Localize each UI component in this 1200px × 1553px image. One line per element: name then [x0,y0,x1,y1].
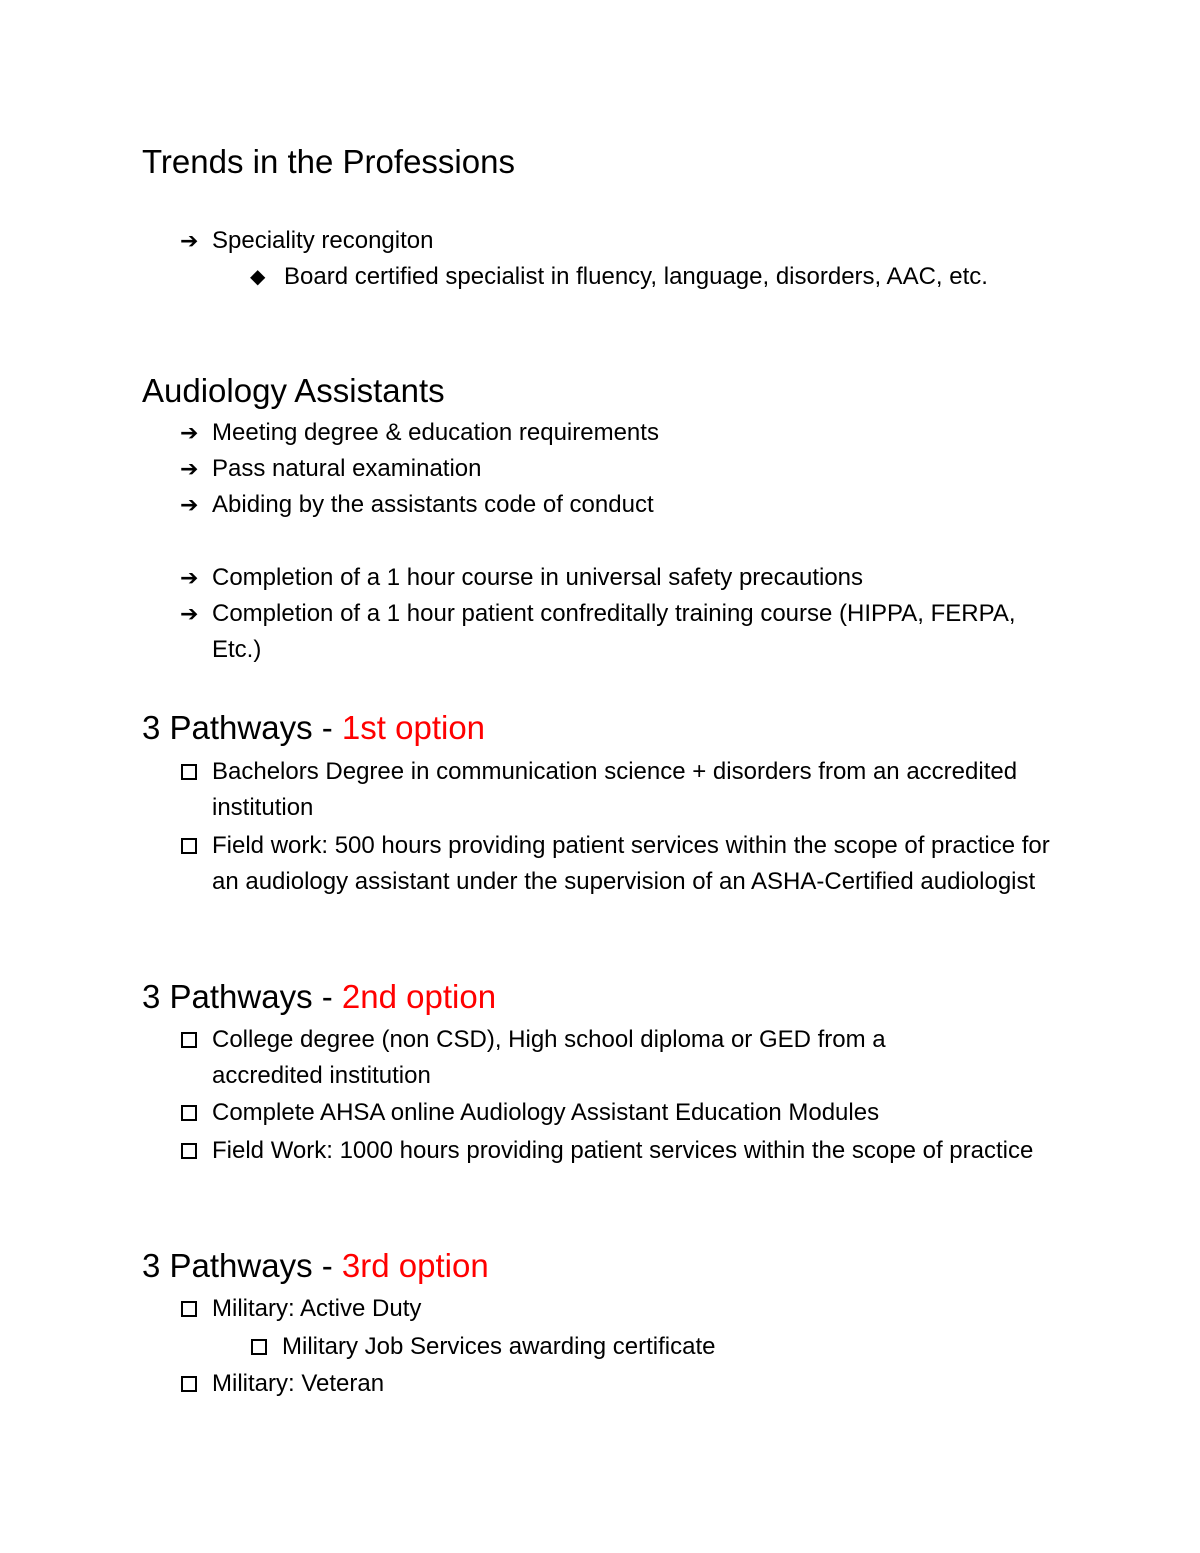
checkbox-icon [250,1329,282,1365]
list-item-text: Pass natural examination [212,455,482,482]
list-item [180,1291,1060,1327]
list-item [180,415,1060,451]
list-item [180,487,1060,523]
checkbox-icon [180,754,212,790]
checkbox-icon [180,1291,212,1327]
heading-prefix: 3 Pathways - [142,978,342,1015]
list-item [180,560,1060,596]
list-item [250,259,1045,295]
list-item-text: Completion of a 1 hour patient confreditally training course (HIPPA, FERPA, Etc.) [212,600,1016,663]
list-item-text: Field Work: 1000 hours providing patient services within the scope of practice [212,1137,1034,1164]
list-item-text: Board certified specialist in fluency, language, disorders, AAC, etc. [284,263,988,290]
heading-accent: 3rd option [341,1247,489,1284]
list-item [180,1095,1060,1131]
arrow-icon: ➔ [180,601,199,626]
list-item-text: Bachelors Degree in communication science + disorders from an accredited institution [212,758,1018,821]
list-item [180,754,1020,826]
list-item-text: Meeting degree & education requirements [212,419,659,446]
list-item-text: Field work: 500 hours providing patient services within the scope of practice for an audiology assistant under the supervision of an ASHA-Certified audiologist [212,832,1050,895]
list-item-text: Complete AHSA online Audiology Assistant Education Modules [212,1099,880,1126]
list-item-text: Military: Veteran [212,1370,385,1397]
list-item [180,1022,1000,1094]
heading-pathway-3 [142,1246,489,1286]
list-item [180,1133,1060,1169]
arrow-icon: ➔ [180,456,199,481]
list-item [180,451,1060,487]
heading-prefix: 3 Pathways - [142,1247,342,1284]
checkbox-icon [180,828,212,864]
list-item [250,1329,1050,1365]
list-item-text: Completion of a 1 hour course in universal safety precautions [212,564,864,591]
arrow-icon: ➔ [180,420,199,445]
list-item-text: Speciality recongiton [212,227,434,254]
heading-accent: 2nd option [341,978,497,1015]
list-item [180,223,1060,259]
heading-trends: Trends in the Professions [142,143,515,180]
list-item [180,1366,1060,1402]
arrow-icon: ➔ [180,228,199,253]
list-item-text: Military Job Services awarding certificate [282,1333,716,1360]
heading-pathway-1 [142,708,485,748]
heading-prefix: 3 Pathways - [142,709,342,746]
diamond-icon: ◆ [250,266,266,288]
list-item-text: College degree (non CSD), High school diploma or GED from a accredited institution [212,1026,886,1089]
list-item-text: Military: Active Duty [212,1295,422,1322]
heading-audiology-assistants: Audiology Assistants [142,372,445,409]
checkbox-icon [180,1133,212,1169]
arrow-icon: ➔ [180,565,199,590]
list-item [180,596,1040,668]
list-item-text: Abiding by the assistants code of conduct [212,491,654,518]
checkbox-icon [180,1095,212,1131]
checkbox-icon [180,1366,212,1402]
checkbox-icon [180,1022,212,1058]
arrow-icon: ➔ [180,492,199,517]
heading-pathway-2 [142,977,496,1017]
heading-accent: 1st option [341,709,486,746]
list-item [180,828,1060,900]
